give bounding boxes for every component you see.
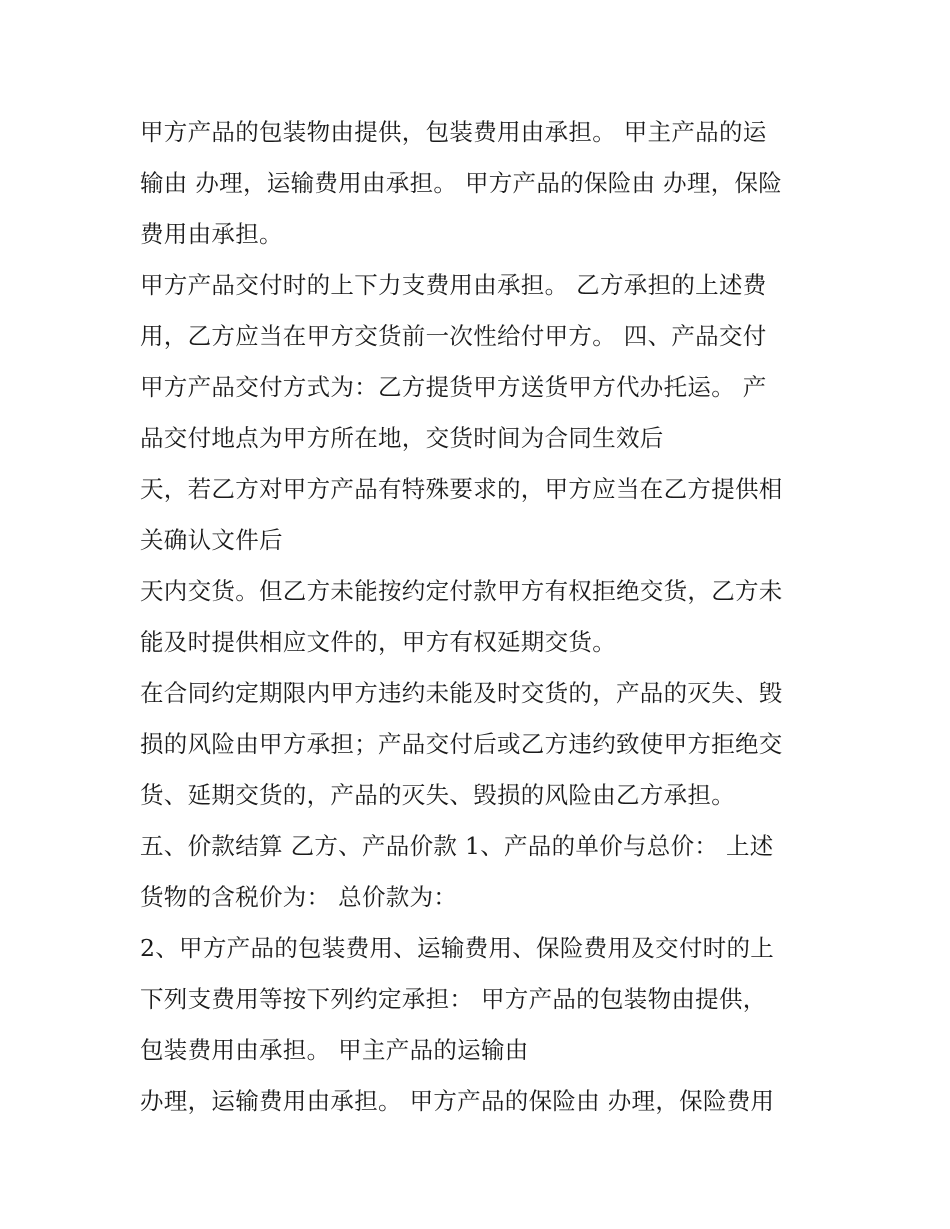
text-line: 用，乙方应当在甲方交货前一次性给付甲方。 四、产品交付: [140, 322, 767, 350]
contract-text: [140, 107, 830, 1127]
text-line: 五、价款结算 乙方、产品价款 1、产品的单价与总价： 上述: [140, 832, 774, 860]
text-line: 办理，运输费用由承担。 甲方产品的保险由 办理，保险费用: [140, 1087, 775, 1115]
text-line: 甲方产品的包装物由提供，包装费用由承担。 甲主产品的运: [140, 118, 767, 146]
text-line: 天内交货。但乙方未能按约定付款甲方有权拒绝交货，乙方未: [140, 577, 783, 605]
text-line: 费用由承担。: [140, 220, 283, 248]
text-line: 2、甲方产品的包装费用、运输费用、保险费用及交付时的上: [140, 934, 775, 962]
text-line: 品交付地点为甲方所在地，交货时间为合同生效后: [140, 424, 664, 452]
text-line: 货物的含税价为： 总价款为：: [140, 883, 458, 911]
text-line: 包装费用由承担。 甲主产品的运输由: [140, 1036, 529, 1064]
text-line: 在合同约定期限内甲方违约未能及时交货的，产品的灭失、毁: [140, 679, 783, 707]
text-line: 货、延期交货的，产品的灭失、毁损的风险由乙方承担。: [140, 781, 735, 809]
text-line: 能及时提供相应文件的，甲方有权延期交货。: [140, 628, 616, 656]
text-line: 甲方产品交付方式为：乙方提货甲方送货甲方代办托运。 产: [140, 373, 767, 401]
text-line: 损的风险由甲方承担；产品交付后或乙方违约致使甲方拒绝交: [140, 730, 783, 758]
text-line: 输由 办理，运输费用由承担。 甲方产品的保险由 办理，保险: [140, 169, 783, 197]
text-line: 关确认文件后: [140, 526, 283, 554]
text-line: 天，若乙方对甲方产品有特殊要求的，甲方应当在乙方提供相: [140, 475, 783, 503]
text-line: 下列支费用等按下列约定承担： 甲方产品的包装物由提供，: [140, 985, 767, 1013]
text-line: 甲方产品交付时的上下力支费用由承担。 乙方承担的上述费: [140, 271, 767, 299]
